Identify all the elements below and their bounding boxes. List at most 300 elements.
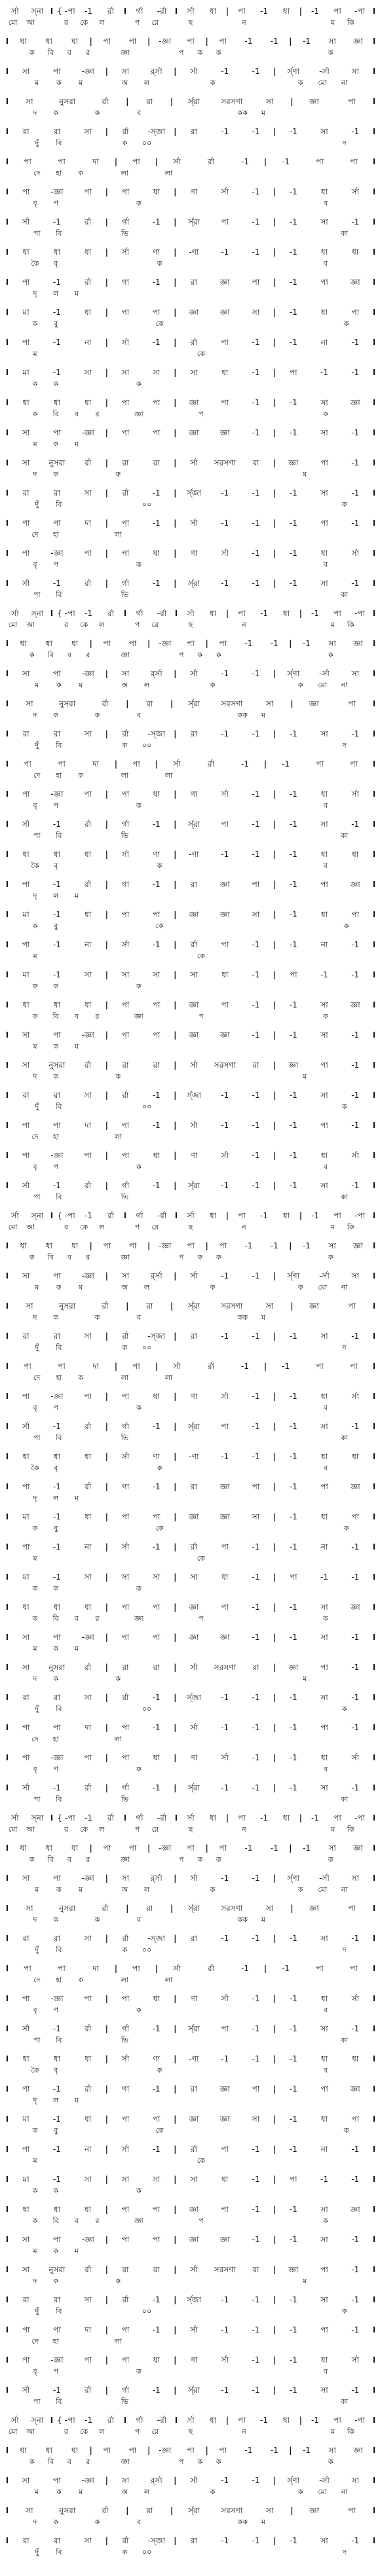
bar-line: | (155, 1362, 159, 1371)
swara-note: না (84, 940, 92, 949)
swara-note: -1 (221, 1783, 229, 1792)
swara-line (4, 1270, 377, 1280)
bar-line: I (5, 518, 9, 528)
swara-note: পা (351, 1512, 360, 1521)
lyric-syllable: ক (157, 1464, 162, 1472)
lyric-syllable: ক (32, 1584, 38, 1593)
lyric-syllable: বি (56, 831, 62, 840)
lyric-syllable: ল (99, 621, 105, 629)
bar-line: I (372, 2175, 376, 2184)
bar-line: | (273, 1603, 276, 1612)
swara-note: সা (152, 970, 161, 979)
bar-line: | (174, 850, 177, 859)
lyric-line (4, 2095, 377, 2105)
bar-line: | (174, 1572, 177, 1582)
bar-line: I (5, 1693, 9, 1702)
bar-line: I (372, 2145, 376, 2154)
swara-note: পা (121, 2114, 130, 2124)
bar-line: I (372, 7, 376, 16)
swara-note: পা (320, 1663, 328, 1672)
swara-note: র্রা (85, 458, 92, 467)
swara-note: র্স্‌ণা (287, 2476, 300, 2485)
swara-note: পা (221, 338, 229, 347)
bar-line: I (5, 187, 9, 196)
swara-note: -র্রা (157, 1813, 167, 1823)
lyric-syllable: লা (114, 1735, 122, 1743)
lyric-syllable: জ্ঞা (121, 48, 130, 57)
swara-note: র্রা (190, 2145, 197, 2154)
swara-note: সা (22, 67, 30, 76)
notation-row (0, 877, 380, 903)
lyric-syllable: ০০ (142, 1102, 152, 1111)
lyric-syllable: ম (79, 79, 83, 87)
lyric-line (4, 890, 377, 901)
bar-line: I (5, 1000, 9, 1009)
bar-line: I (5, 2205, 9, 2214)
bar-line: | (114, 157, 118, 166)
lyric-syllable: বি (52, 410, 59, 418)
bar-line: | (225, 1211, 229, 1220)
bar-line: | (290, 97, 294, 106)
bar-line: I (5, 669, 9, 678)
swara-note: -1 (221, 729, 229, 738)
lyric-syllable: কক (237, 2518, 248, 2526)
swara-note: -1 (52, 1783, 61, 1792)
lyric-syllable: ক (53, 470, 59, 479)
swara-note: পা (221, 2145, 229, 2154)
lyric-syllable: ল (99, 2427, 105, 2436)
lyric-syllable: হা (52, 530, 59, 539)
lyric-syllable: ম (261, 1313, 265, 1322)
notation-row (0, 2293, 380, 2319)
swara-note: -1 (221, 518, 229, 528)
bar-line: | (273, 1271, 276, 1280)
lyric-syllable: ক (78, 1373, 84, 1382)
swara-note: র্রা (85, 820, 92, 829)
swara-note: রা (53, 1693, 60, 1702)
lyric-line (4, 1462, 377, 1473)
swara-note: পা (152, 910, 161, 919)
lyric-line (4, 499, 377, 509)
lyric-syllable: ক (197, 1253, 203, 1261)
swara-note: র্রা (190, 338, 197, 347)
swara-note: র্রা (107, 1813, 115, 1823)
bar-line: | (170, 1904, 174, 1913)
swara-note: সা (121, 67, 130, 76)
lyric-syllable: ক (29, 48, 35, 57)
swara-note: -1 (351, 1663, 360, 1672)
swara-note: পা (351, 910, 360, 919)
swara-note: পা (84, 549, 92, 558)
swara-note: ধা (85, 1603, 92, 1612)
swara-note: সা (265, 699, 274, 708)
bar-line: | (126, 2506, 129, 2515)
lyric-line (4, 1553, 377, 1563)
swara-note: সা (121, 2175, 130, 2184)
swara-note: -1 (351, 217, 360, 227)
lyric-syllable: ভি (121, 229, 129, 238)
bar-line: I (372, 609, 376, 618)
swara-note: -1 (221, 1332, 229, 1341)
bar-line: I (5, 549, 9, 558)
swara-note: পা (121, 549, 130, 558)
lyric-syllable: জ্ঞা (121, 1253, 130, 1261)
swara-note: ধা (53, 850, 60, 859)
swara-note: জ্ঞা (219, 1512, 230, 1521)
swara-note: -1 (311, 2416, 319, 2425)
lyric-syllable: মো (8, 1223, 18, 1231)
swara-note: সরসণা (221, 2506, 243, 2515)
lyric-line (4, 589, 377, 600)
lyric-syllable: কি (347, 1825, 354, 1834)
swara-note: সা (190, 970, 198, 979)
lyric-line (4, 348, 377, 359)
swara-note: -1 (289, 1934, 297, 1943)
swara-note: র্সা (190, 1663, 198, 1672)
lyric-syllable: দ (33, 1313, 37, 1322)
swara-note: সা (320, 1783, 328, 1792)
lyric-syllable: প (179, 651, 184, 659)
lyric-syllable: জ্ঞা (134, 1614, 143, 1623)
swara-note: -1 (282, 759, 290, 769)
swara-note: র্স্‌রা (187, 1181, 200, 1190)
swara-note: ধা (352, 1452, 359, 1461)
swara-note: পা (187, 37, 195, 46)
notation-row (0, 2142, 380, 2168)
lyric-syllable: ম (33, 2156, 37, 2165)
bar-line: | (105, 940, 108, 949)
bar-line: I (372, 1693, 376, 1702)
lyric-line (4, 1041, 377, 1051)
lyric-syllable: ক (136, 1404, 142, 1412)
swara-note: -1 (289, 1482, 297, 1491)
swara-note: সা (320, 2024, 328, 2033)
swara-note: সা (320, 579, 328, 588)
swara-note: র্স্‌জা (186, 488, 202, 498)
swara-note: -1 (351, 1061, 360, 1070)
lyric-syllable: দৃ (33, 892, 37, 900)
swara-note: সা (320, 217, 328, 227)
swara-note: পা (84, 1994, 92, 2003)
lyric-syllable: র (95, 410, 100, 418)
swara-note: সা (320, 428, 328, 437)
bar-line: I (372, 579, 376, 588)
swara-note: র্সা (11, 1211, 19, 1220)
swara-note: সা (152, 1572, 161, 1582)
bar-line: | (273, 1934, 276, 1943)
bar-line: | (105, 308, 108, 317)
swara-note: ধা (71, 1843, 79, 1853)
bar-line: I (372, 1512, 376, 1521)
swara-note: রা (190, 1332, 197, 1341)
lyric-syllable: ক (136, 2006, 142, 2014)
lyric-syllable: বি (56, 590, 62, 599)
swara-note: নুসরা (59, 699, 76, 708)
lyric-line (4, 168, 377, 178)
notation-row (0, 365, 380, 391)
lyric-syllable: ক (122, 1343, 128, 1352)
bar-line: | (105, 278, 108, 287)
swara-line (4, 2023, 377, 2033)
bar-line: I (5, 2536, 9, 2545)
swara-note: -1 (270, 1241, 278, 1250)
swara-note: পা (22, 2355, 30, 2365)
bar-line: I (5, 789, 9, 799)
swara-note: র্রা (85, 1422, 92, 1431)
swara-note: -1 (320, 970, 328, 979)
lyric-syllable: বৃ (54, 862, 58, 870)
swara-note: ণা (190, 187, 198, 196)
bar-line: | (105, 2386, 108, 2395)
lyric-line (4, 2396, 377, 2406)
lyric-line (4, 740, 377, 750)
swara-note: ধা (209, 7, 217, 16)
lyric-line (4, 770, 377, 780)
swara-line (4, 668, 377, 678)
lyric-syllable: ল (99, 18, 105, 27)
bar-line: | (273, 187, 276, 196)
bar-line: I (5, 398, 9, 407)
swara-note: র্স্‌রা (187, 1783, 200, 1792)
swara-line (4, 1902, 377, 1913)
swara-note: রা (22, 2295, 29, 2304)
swara-note: পা (333, 2416, 341, 2425)
bar-line: | (147, 639, 151, 648)
lyric-syllable: মো (318, 681, 328, 689)
swara-note: -জ্ঞা (50, 789, 64, 799)
bar-line: | (89, 639, 92, 648)
bar-line: | (273, 1542, 276, 1551)
bar-line: | (174, 458, 177, 467)
bar-line: | (273, 2205, 276, 2214)
swara-note: সা (84, 127, 92, 136)
notation-row (0, 787, 380, 813)
swara-note: ধা (53, 2205, 60, 2214)
swara-note: গা (121, 1482, 130, 1491)
lyric-syllable: র (86, 2458, 90, 2466)
bar-line: I (5, 1904, 9, 1913)
bar-line: I (5, 1934, 9, 1943)
lyric-syllable: ক (197, 2458, 203, 2466)
bar-line: I (5, 1542, 9, 1551)
bar-line: I (372, 669, 376, 678)
swara-note: ধা (22, 1452, 29, 1461)
swara-note: রা (190, 2536, 197, 2545)
swara-note: সরসণা (214, 1663, 236, 1672)
swara-note: র্স্‌রা (188, 1301, 200, 1311)
bar-line: I (372, 1211, 376, 1220)
swara-note: -জ্ঞা (159, 1241, 172, 1250)
bar-line: | (273, 970, 276, 979)
bar-line: I (5, 1271, 9, 1280)
lyric-syllable: মো (8, 2427, 18, 2436)
lyric-syllable: হা (56, 771, 62, 780)
swara-note: রা (22, 1091, 29, 1100)
swara-note: ধা (53, 247, 60, 257)
swara-note: পা (152, 2114, 161, 2124)
bar-line: I (5, 1994, 9, 2003)
swara-note: ধা (352, 850, 359, 859)
lyric-syllable: কি (347, 2427, 354, 2436)
lyric-syllable: ম (74, 289, 79, 298)
notation-row (0, 847, 380, 873)
bar-line: | (273, 247, 276, 257)
swara-note: পা (152, 1030, 161, 1040)
lyric-syllable: ক (343, 319, 349, 328)
bar-line: | (105, 2114, 108, 2124)
bar-line: | (170, 699, 174, 708)
bar-line: I (5, 127, 9, 136)
swara-note: -1 (289, 549, 297, 558)
swara-note: সা (22, 1271, 30, 1280)
lyric-syllable: দুঁ (35, 741, 39, 750)
swara-note: জ্ঞা (189, 428, 199, 437)
swara-note: -1 (351, 488, 360, 498)
swara-note: -পা (354, 1211, 365, 1220)
swara-note: -পা (354, 609, 365, 618)
swara-note: রা (22, 1693, 29, 1702)
swara-note: ণা (190, 1151, 198, 1160)
notation-row (0, 1931, 380, 1957)
bar-line: | (105, 2355, 108, 2365)
lyric-syllable: ল (99, 1825, 105, 1834)
swara-line (4, 1210, 377, 1220)
swara-note: -1 (311, 7, 319, 16)
swara-note: -1 (289, 1422, 297, 1431)
swara-note: -1 (289, 2114, 297, 2124)
lyric-syllable: কে (197, 350, 205, 358)
bar-line: | (273, 1121, 276, 1130)
swara-line (4, 1722, 377, 1732)
lyric-syllable: ম (74, 440, 79, 448)
bar-line: | (174, 1482, 177, 1491)
swara-note: র্সা (221, 1151, 229, 1160)
lyric-syllable: ক (328, 48, 333, 57)
swara-note: সা (328, 2446, 336, 2455)
swara-note: -1 (221, 1693, 229, 1702)
swara-note: -1 (282, 1362, 290, 1371)
lyric-syllable: প (53, 2367, 58, 2376)
lyric-syllable: কা (341, 2397, 349, 2406)
swara-note: জ্ঞা (189, 1633, 199, 1642)
bar-line: I (372, 850, 376, 859)
bar-line: I (5, 368, 9, 377)
lyric-syllable: না (341, 79, 348, 87)
swara-note: পা (121, 2235, 130, 2244)
bar-line: | (105, 518, 108, 528)
lyric-syllable: ব (323, 2367, 328, 2376)
lyric-line (4, 2456, 377, 2467)
bar-line: | (105, 2024, 108, 2033)
swara-note: -1 (351, 127, 360, 136)
lyric-line (4, 1011, 377, 1021)
swara-note: র্সা (121, 850, 130, 859)
swara-note: -1 (289, 2386, 297, 2395)
notation-row (0, 2232, 380, 2259)
notation-row (0, 1269, 380, 1295)
lyric-syllable: ক (136, 1163, 142, 1171)
lyric-syllable: ক (29, 1855, 35, 1864)
lyric-syllable: ক (216, 1253, 221, 1261)
swara-note: র্সা (190, 2476, 198, 2485)
bar-line: | (290, 1301, 294, 1311)
lyric-syllable: আ (26, 1223, 35, 1231)
swara-note: -1 (351, 1091, 360, 1100)
swara-note: -1 (221, 1452, 229, 1461)
swara-note: র্স্‌রা (187, 217, 200, 227)
bar-line: I (5, 247, 9, 257)
bar-line: I (5, 970, 9, 979)
lyric-syllable: ক (94, 1915, 100, 1924)
swara-note: র্রা (102, 97, 109, 106)
lyric-syllable: কে (197, 2156, 205, 2165)
notation-row (0, 2262, 380, 2289)
bar-line: | (114, 1362, 118, 1371)
lyric-syllable: ক (53, 440, 59, 448)
bar-line: | (174, 368, 177, 377)
swara-note: -জ্ঞা (159, 1843, 172, 1853)
bar-line: | (174, 1934, 177, 1943)
swara-note: সা (320, 2536, 328, 2545)
bar-line: | (105, 2235, 108, 2244)
bar-line: | (105, 2476, 108, 2485)
bar-line: I (372, 338, 376, 347)
swara-note: ধা (85, 398, 92, 407)
swara-note: -1 (289, 1723, 297, 1732)
swara-note: ধা (45, 639, 52, 648)
bar-line: | (273, 789, 276, 799)
bar-line: I (372, 1542, 376, 1551)
swara-line (4, 1150, 377, 1160)
bar-line: | (273, 2175, 276, 2184)
bar-line: | (174, 1332, 177, 1341)
swara-note: পা (132, 1964, 140, 1973)
lyric-syllable: ০০ (142, 1343, 152, 1352)
swara-note: সা (252, 2114, 260, 2124)
lyric-line (4, 439, 377, 449)
swara-note: -ণা (189, 850, 199, 859)
swara-note: পা (351, 308, 360, 317)
notation-row (0, 2383, 380, 2409)
swara-note: -1 (289, 2024, 297, 2033)
bar-line: I (372, 1753, 376, 1762)
swara-note: -র্সা (319, 1874, 330, 1883)
lyric-syllable: কে (80, 2427, 88, 2436)
swara-note: র্রা (122, 729, 129, 738)
bar-line: | (263, 157, 267, 166)
lyric-syllable: ক (210, 2488, 216, 2496)
swara-note: সরসণা (221, 1904, 243, 1913)
lyric-syllable: ম (331, 1223, 335, 1231)
swara-note: -1 (85, 1211, 92, 1220)
notation-row (0, 1811, 380, 1837)
bar-line: | (105, 1874, 108, 1883)
swara-note: -1 (289, 910, 297, 919)
lyric-syllable: প (53, 1765, 58, 1773)
swara-note: -1 (282, 157, 290, 166)
swara-note: -1 (351, 2145, 360, 2154)
swara-note: -1 (260, 1211, 268, 1220)
swara-note: -1 (351, 1934, 360, 1943)
bar-line: | (273, 1151, 276, 1160)
notation-row (0, 2082, 380, 2108)
swara-note: -1 (252, 820, 260, 829)
swara-line (4, 608, 377, 618)
swara-note: -1 (52, 308, 61, 317)
bar-line: | (174, 1181, 177, 1190)
swara-note: সা (265, 97, 274, 106)
swara-note: মা (22, 1512, 29, 1521)
